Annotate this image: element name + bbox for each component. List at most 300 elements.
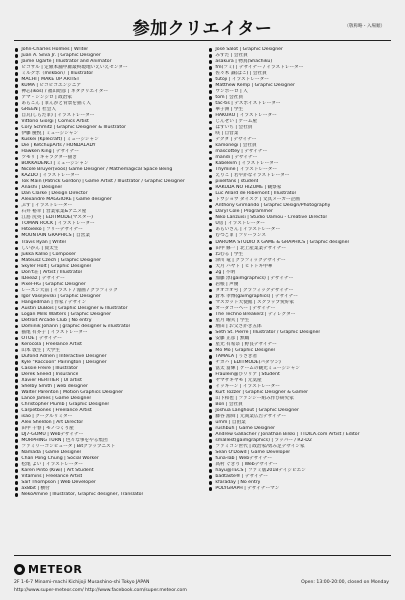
creator-entry [209, 486, 394, 492]
bullet-icon [209, 439, 212, 442]
creator-name: ヤマザキヤモ | 元気屋 [215, 377, 262, 383]
bullet-icon [209, 457, 212, 460]
bullet-icon [15, 163, 18, 166]
bullet-icon [15, 271, 18, 274]
creator-name: Kerocola | Freelance Artist [21, 341, 82, 347]
creator-name: Kyle "Raccoon" Pairington | Designer [21, 359, 107, 365]
bullet-icon [209, 163, 212, 166]
creator-name: 星光 有希奈 | 野良デザイナー [215, 341, 277, 347]
bullet-icon [15, 481, 18, 484]
creator-name: Shelby Smith | web designer [21, 383, 88, 389]
bullet-icon [15, 205, 18, 208]
bullet-icon [15, 54, 18, 57]
creator-name: 江島 尻英 | EDITMODE(マスター) [21, 215, 93, 221]
creator-column-left [15, 47, 200, 555]
logo-text: METEOR [28, 562, 83, 576]
bullet-icon [209, 127, 212, 130]
creator-name: Detroit Arcade Club | No entry [21, 317, 92, 323]
bullet-icon [15, 96, 18, 99]
bullet-icon [15, 229, 18, 232]
creator-name: Die | KetchupArts / HONDALADY [21, 143, 96, 149]
bullet-icon [15, 84, 18, 87]
creator-name: 松尾 よい | イラストレーター [21, 462, 83, 468]
creator-name: Nicole Bruyer(voos) Game Designer / Mathemagical Space Being [21, 167, 173, 173]
bullet-icon [15, 433, 18, 436]
creator-name: 田中 修一 | 北上産業業デザイナー [215, 245, 287, 251]
creator-name: Logan Mills Walters | Graphic Designer [21, 311, 111, 317]
creator-name: ねむる | 学生 [215, 251, 244, 257]
creator-name: 2g | 不明 [215, 269, 236, 275]
meteor-logo-icon [14, 564, 25, 575]
bullet-icon [15, 373, 18, 376]
address: 2F 1-6-7 Minami-machi Kichijoji Musashino-shi Tokyo JAPAN [14, 580, 150, 585]
creator-name: DJ7-GOMU | Webデザイナー [21, 432, 84, 437]
creator-name: Matthew Kemp | Graphic Designer [215, 83, 295, 89]
creator-name: Seth St. Pierre | Illustrator / Graphic Designer [215, 329, 321, 335]
bullet-icon [209, 151, 212, 154]
creator-name: むつごま | フリーランス [215, 233, 266, 239]
creator-name: Dan Clarke | Design Director [21, 191, 88, 197]
creator-name: Igor Vasiljevski | Graphic Designer [21, 293, 101, 299]
bullet-icon [209, 385, 212, 388]
creator-name: José Salot | Graphic Designer [215, 47, 283, 52]
bullet-icon [209, 427, 212, 430]
bullet-icon [15, 313, 18, 316]
bullet-icon [15, 475, 18, 478]
creator-name: 加藤 淳(gaimgraphics) | デザイナー [215, 275, 294, 281]
creator-name: Thymine | イラストレーター [215, 167, 278, 173]
bullet-icon [15, 145, 18, 148]
bullet-icon [209, 72, 212, 75]
creator-name: Daryl Cole | Programmer [215, 209, 273, 215]
creator-name: tom | 会社員 [215, 95, 244, 101]
bullet-icon [209, 205, 212, 208]
bullet-icon [15, 211, 18, 214]
creator-name: tutoji | イラストレーター [215, 77, 269, 83]
bullet-icon [209, 157, 212, 160]
bullet-icon [15, 259, 18, 262]
bullet-icon [15, 108, 18, 111]
bullet-icon [209, 433, 212, 436]
creator-name: MACHI | MAKE UP ARTIST [21, 77, 80, 83]
creator-name: isao | グーグルリミター [21, 413, 73, 419]
creator-name: Joshua Langhout | Graphic Designer [215, 407, 299, 413]
creator-name: Christopher Plumb | Graphic Designer [21, 401, 110, 407]
bullet-icon [209, 319, 212, 322]
creator-name: Xavier HERITIER | UI artist [21, 377, 82, 383]
bullet-icon [209, 349, 212, 352]
bullet-icon [209, 235, 212, 238]
bullet-icon [209, 313, 212, 316]
creator-name: 高村 ぐぎり | Webデザイナー [215, 462, 278, 468]
bullet-icon [209, 102, 212, 105]
creator-name: NekoAmine | Illustrator, Graphic designer, Translator [21, 492, 144, 498]
bullet-icon [209, 277, 212, 280]
bullet-icon [15, 199, 18, 202]
creator-name: Sean O'Dowd | Game Developer [215, 450, 291, 456]
bullet-icon [209, 367, 212, 370]
creator-name: IDeeaz | デザイナー [21, 275, 65, 281]
creator-name: 津川 竜 | グラフィックデザイナー [215, 257, 286, 263]
creator-name: DARUMA STUDIO X GAME & GRAPHICS | Graphic designer [215, 239, 350, 245]
creator-name: Travis Ryan | Writer [21, 239, 67, 245]
bullet-icon [209, 271, 212, 274]
bullet-icon [209, 325, 212, 328]
creator-name: MOUNTAIN GRAPHICS | 自営業 [21, 233, 90, 239]
bullet-icon [15, 307, 18, 310]
creator-name: Hitoieiko | フリーデザイナー [21, 227, 83, 233]
creator-name: John-Charles Holmes | Writer [21, 47, 89, 52]
bullet-icon [15, 469, 18, 472]
bullet-icon [15, 349, 18, 352]
title-divider [14, 40, 391, 41]
bullet-icon [15, 367, 18, 370]
bullet-icon [15, 235, 18, 238]
creator-name: レーズン大前 | イラスト / 漫画 / グラフィック [21, 287, 118, 293]
bullet-icon [209, 48, 212, 51]
creator-name: Karen Pinto (Kiwi) | Art Student [21, 468, 94, 474]
bullet-icon [209, 139, 212, 142]
bullet-icon [209, 145, 212, 148]
creator-name: 石井 裕幸 | 営業家業&アニメ屋 [21, 209, 87, 215]
creator-name: ピコサル | 定額本舗中庸最終現地いえいえセンター [21, 65, 128, 71]
title-note: （敬称略・入場順） [344, 24, 385, 29]
bullet-icon [15, 66, 18, 69]
bullet-icon [209, 84, 212, 87]
creator-name: Derek Sneed | Insurance [21, 371, 79, 377]
creator-name: Mateusz Czech | Graphic Designer [21, 257, 102, 263]
creator-name: あらいさん | イラストレーター [215, 227, 281, 233]
creator-name: 山下和也 | ファンシー組み作び研究家 [215, 395, 294, 401]
creator-name: Chan Pong Chung | Social Worker [21, 456, 99, 462]
bullet-icon [15, 337, 18, 340]
creator-name: 岩根 | 声優 [215, 281, 239, 287]
bullet-icon [15, 217, 18, 220]
bullet-icon [15, 90, 18, 93]
creator-name: Cory Schmitz | Graphic Designer & Illustrator [21, 125, 126, 131]
creator-name: funa-lab | Webデザイナー [215, 456, 273, 462]
bullet-icon [15, 421, 18, 424]
creator-name: タオコオ号 | グラフィックデザイナー [215, 287, 294, 293]
bullet-icon [209, 451, 212, 454]
bullet-icon [15, 265, 18, 268]
bullet-icon [15, 157, 18, 160]
footer-divider [14, 555, 391, 556]
bullet-icon [15, 439, 18, 442]
page-title: 参加クリエイター [132, 19, 273, 39]
bullet-icon [15, 361, 18, 364]
bullet-icon [15, 463, 18, 466]
creator-name: RAKUDA NO HIZUME | 観察家 [215, 185, 282, 191]
creator-name: 伊藤 慶悦 | ミュージシャン [21, 131, 79, 137]
creator-name: Tok Main (Patrick Gordon) | Game Artist / Illustrator / Graphic Designer [21, 179, 185, 185]
creator-name: あらこん | まんがと背景を描く人 [21, 101, 91, 107]
creator-name: Fraulein@ぴリリア | Student [215, 371, 280, 377]
bullet-icon [209, 445, 212, 448]
bullet-icon [15, 391, 18, 394]
creator-list [15, 47, 392, 555]
bullet-icon [209, 361, 212, 364]
bullet-icon [209, 114, 212, 117]
creator-name: 華子洲 | 学生 [215, 107, 244, 113]
creator-name: トウジョウ ダイスケ | 文具メーカー企画 [215, 197, 300, 203]
bullet-icon [209, 403, 212, 406]
bullet-icon [209, 78, 212, 81]
creator-name: じんせい | ゲーム屋 [215, 119, 258, 125]
creator-name: mascottey | デザイナー [215, 149, 268, 155]
bullet-icon [209, 337, 212, 340]
bullet-icon [209, 199, 212, 202]
bullet-icon [209, 343, 212, 346]
creator-name: テクタ | デザイナー [215, 137, 257, 143]
creator-name: Niko Lanzuisi | Studio Uamou - Creative Director [215, 215, 328, 221]
bullet-icon [15, 403, 18, 406]
bullet-icon [209, 247, 212, 250]
bullet-icon [209, 397, 212, 400]
bullet-icon [15, 343, 18, 346]
creator-name: Anthony Grimando | Graphic Design/Photography [215, 203, 331, 209]
creator-name: えりこ | 若やかなイラストレーター [215, 173, 290, 179]
footer [0, 555, 405, 600]
bullet-icon [15, 289, 18, 292]
bullet-icon [15, 151, 18, 154]
creator-name: Cassie Freire | Illustrator [21, 365, 78, 371]
website-urls: http://www.super-meteor.com/ http://www.facebook.com/super.meteor.com [14, 588, 187, 593]
bullet-icon [15, 325, 18, 328]
creator-name: tac-tis | デスボイストレーター [215, 101, 281, 107]
creator-name: Alex Sheldon | Art Director [21, 419, 84, 425]
bullet-icon [209, 253, 212, 256]
bullet-icon [209, 475, 212, 478]
bullet-icon [209, 283, 212, 286]
bullet-icon [15, 133, 18, 136]
bullet-icon [209, 469, 212, 472]
bullet-icon [209, 391, 212, 394]
creator-name: 大月 ハヤト | ヒトトキ中華 [215, 263, 273, 269]
creator-name: ファミコン世代 | 政治家/勇み足デザイン家 [215, 444, 305, 450]
creator-name: 神芯(ikos) / 福山昭彦 | ネタクリエイター [21, 89, 108, 95]
creator-name: kfaraday | No entry [215, 480, 261, 486]
bullet-icon [209, 301, 212, 304]
creator-name: Juan A. Silva Jr. | Graphic Designer [21, 53, 101, 59]
creator-name: ax8bit | 横付 [21, 486, 50, 492]
creator-name: イッキーン | イラストレーター [215, 383, 280, 389]
creator-name: GREEN | 社会人 [21, 107, 56, 113]
creator-name: 倉木 孝博(gaimgraphics) | デザイナー [215, 293, 298, 299]
bullet-icon [15, 247, 18, 250]
creator-name: Carpetbones | Freelance Artist [21, 407, 92, 413]
creator-name: 佐々木 誠(ぱこ) | 会社員 [215, 71, 267, 77]
creator-name: ぶす | イラストレーター [21, 203, 73, 209]
creator-name: rushbuh | Game Designer [215, 425, 276, 431]
bullet-icon [15, 127, 18, 130]
creator-name: Hawken King | デザイナー [21, 149, 79, 155]
bullet-icon [15, 72, 18, 75]
bullet-icon [15, 121, 18, 124]
creator-name: Dufond Adrien | Interactive Designer [21, 353, 107, 359]
bullet-icon [209, 289, 212, 292]
creator-name: Anashi | Designer [21, 185, 63, 191]
creator-name: POLYGRAPH | デザイナーマン [215, 486, 280, 492]
creator-name: badtaste® | デザイナー [215, 474, 268, 480]
bullet-icon [15, 223, 18, 226]
creator-name: はすいち | 会社員 [215, 125, 253, 131]
creator-name: fm(フミ) | デザイナー / イラストレーター [215, 65, 304, 71]
creator-name: asakura | 物真(Shachiku) [215, 59, 273, 65]
creator-name: 安藤 正彦 | 無職 [215, 335, 250, 341]
creator-name: smallest(gaimgraphics) | ラッパー / R2-D2 [215, 438, 312, 444]
bullet-icon [209, 229, 212, 232]
creator-name: ウンボーロ | 人 [215, 89, 248, 95]
creator-name: pixelfans | student [215, 179, 259, 185]
bullet-icon [15, 283, 18, 286]
bullet-icon [15, 493, 18, 496]
creator-name: Alexandre MAGGIORE | Game designer [21, 197, 112, 203]
bullet-icon [15, 114, 18, 117]
meteor-logo [14, 562, 82, 576]
bullet-icon [15, 277, 18, 280]
creator-name: mandi | デザイナー [215, 155, 258, 161]
creator-name: MORPHING TURN | 色々な事をやる集団 [21, 438, 108, 444]
creator-name: Luc Allard de Ribemont | Illustrator [215, 191, 297, 197]
creator-name: BOKKADENCI | ミュージシャン [21, 161, 89, 167]
creator-column-right [209, 47, 394, 555]
creator-name: アマ・シンジロ | 政治家 [21, 95, 73, 101]
bullet-icon [15, 319, 18, 322]
creator-name: Jaime Ugarte | Illustrator and Animator [21, 59, 112, 65]
creator-name: オーダコーヘー | デザイナー [215, 305, 276, 311]
creator-entry [15, 492, 200, 498]
opening-hours: Open: 13:00-20:00, closed on Monday [301, 580, 389, 585]
bullet-icon [15, 78, 18, 81]
creator-name: Skyler Holt | Graphic Designer [21, 263, 92, 269]
bullet-icon [15, 415, 18, 418]
creator-name: 自瓦(しらたま) | イラストレーター [21, 113, 95, 119]
bullet-icon [209, 307, 212, 310]
creator-name: kamonegi | 会社員 [215, 143, 257, 149]
bullet-icon [209, 96, 212, 99]
bullet-icon [209, 481, 212, 484]
bullet-icon [209, 421, 212, 424]
creator-name: Kabeleim | イラストレーター [215, 161, 279, 167]
bullet-icon [209, 355, 212, 358]
bullet-icon [209, 373, 212, 376]
creator-name: しいかん | 資太生 [21, 245, 59, 251]
bullet-icon [15, 397, 18, 400]
bullet-icon [15, 181, 18, 184]
bullet-icon [15, 187, 18, 190]
bullet-icon [15, 487, 18, 490]
bullet-icon [209, 108, 212, 111]
creator-name: Mo Mo | Graphic Designer [215, 347, 276, 353]
bullet-icon [15, 295, 18, 298]
creator-name: Lance James | Game Designer [21, 395, 92, 401]
creator-name: Vitamins | Freelance Artist [21, 474, 83, 480]
bullet-icon [209, 409, 212, 412]
bullet-icon [209, 54, 212, 57]
bullet-icon [209, 169, 212, 172]
creator-name: Austin DuBois | Graphic Designer & Illustrator [21, 305, 128, 311]
bullet-icon [209, 60, 212, 63]
creator-name: 富太 富輝 | ゲームの観光ミュージシャン [215, 365, 300, 371]
creator-name: Pixel-HG | Graphic Designer [21, 281, 86, 287]
creator-name: Saif Thompson | Web Developer [21, 480, 96, 486]
bullet-icon [209, 259, 212, 262]
bullet-icon [209, 121, 212, 124]
bullet-icon [15, 445, 18, 448]
bullet-icon [15, 355, 18, 358]
creator-name: Bon | 会社員 [215, 401, 243, 407]
creator-name: Don't荘 | Artist / Illustrator [21, 269, 83, 275]
bullet-icon [15, 253, 18, 256]
creator-name: 藤谷 鴻舜 | 元商業広告デザイナー [215, 413, 287, 419]
bullet-icon [209, 217, 212, 220]
creator-name: Kuskei (Kplecraft) | ミュージシャン [21, 137, 99, 143]
header [0, 14, 405, 44]
creator-name: Kurt Tozzer | Graphic Designer & Gamer [215, 389, 309, 395]
bullet-icon [209, 90, 212, 93]
creator-name: Walter Parenton | Motion Graphics Designer [21, 389, 123, 395]
bullet-icon [209, 187, 212, 190]
bullet-icon [209, 487, 212, 490]
bullet-icon [15, 409, 18, 412]
bullet-icon [209, 265, 212, 268]
creator-name: TAMALA | うさぎ者 [215, 353, 258, 359]
bullet-icon [15, 241, 18, 244]
bullet-icon [15, 331, 18, 334]
bullet-icon [15, 193, 18, 196]
creator-name: Jukka Kallio | Composer [21, 251, 76, 257]
creator-name: チカハ | EDITMODE(パダワン) [215, 359, 281, 365]
bullet-icon [209, 175, 212, 178]
creator-name: Namada | Game Designer [21, 450, 82, 456]
creator-name: HAKURO | イラストレーター [215, 113, 277, 119]
creator-name: 咲 | 自営業 [215, 131, 239, 137]
bullet-icon [209, 295, 212, 298]
creator-name: 山本 敦生 | 大学生 [21, 347, 60, 353]
bullet-icon [15, 60, 18, 63]
bullet-icon [15, 102, 18, 105]
creator-name: ファミリーコンピュータ | Bitグラップニスト [21, 444, 116, 450]
creator-name: ツモリ | キャラクター描き [21, 155, 77, 161]
bullet-icon [209, 331, 212, 334]
creator-name: Hangedman | 作家 / デザイン [21, 299, 87, 305]
bullet-icon [15, 139, 18, 142]
bullet-icon [15, 427, 18, 430]
creator-name: TOMAN ROCK | イラストレーター [21, 221, 95, 227]
bullet-icon [15, 379, 18, 382]
creator-name: 星月 曜夫 | 学生 [215, 317, 250, 323]
bullet-icon [209, 133, 212, 136]
bullet-icon [209, 415, 212, 418]
bullet-icon [15, 301, 18, 304]
creator-name: みすた | 会社員 [215, 53, 248, 59]
bullet-icon [15, 385, 18, 388]
creator-name: 田中 千春 | モノづくり屋 [21, 425, 74, 431]
creator-name: ミルクボ（milkbon）| Illustrator [21, 71, 94, 77]
bullet-icon [209, 379, 212, 382]
bullet-icon [209, 66, 212, 69]
bullet-icon [209, 211, 212, 214]
bullet-icon [209, 193, 212, 196]
bullet-icon [15, 175, 18, 178]
bullet-icon [15, 451, 18, 454]
creator-name: The Techno Breakerz | ディレクター [215, 311, 296, 317]
creator-name: Dominik Johann | graphic designer & illustrator [21, 323, 131, 329]
creator-name: マスカット大使館 | スクラップ愛好家 [215, 299, 295, 305]
creator-name: KUMA | ピコピコエンジニア [21, 83, 82, 89]
creator-name: 増田 | お父さかき五郎 [215, 323, 262, 329]
